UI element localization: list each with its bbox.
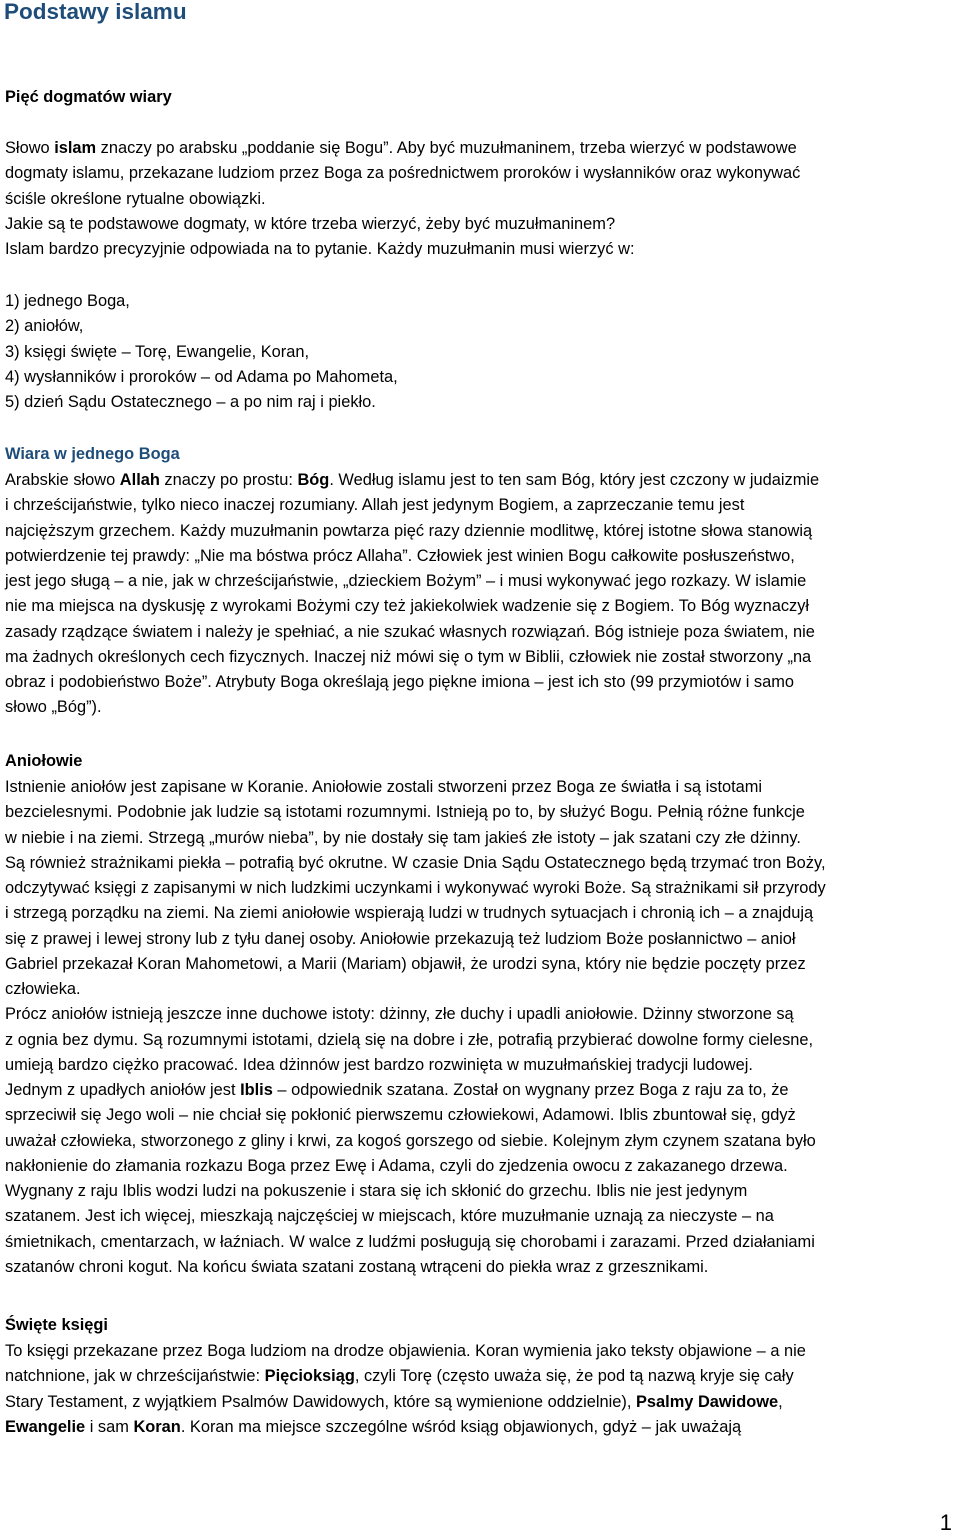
paragraph-aniolowie xyxy=(5,775,950,1280)
text-line: nakłonienie do złamania rozkazu Boga przez Ewę i Adama, czyli do zjedzenia owocu z zakazanego drzewa. xyxy=(5,1156,788,1175)
text-line: Słowo islam znaczy po arabsku „poddanie się Bogu”. Aby być muzułmaninem, trzeba wierzyć w podstawowe xyxy=(5,139,797,157)
paragraph-dogmaty-intro xyxy=(5,136,950,262)
text-line: jest jego sługą – a nie, jak w chrześcijaństwie, „dzieckiem Bożym” – i musi wykonywać jego rozkazy. W islamie xyxy=(5,572,807,590)
text-line: Jakie są te podstawowe dogmaty, w które trzeba wierzyć, żeby być muzułmaninem? xyxy=(5,214,616,233)
section-heading-aniolowie: Aniołowie xyxy=(5,752,83,770)
text-line: Istnienie aniołów jest zapisane w Koranie. Aniołowie zostali stworzeni przez Boga ze światła i są istotami xyxy=(5,778,763,796)
page-title: Podstawy islamu xyxy=(4,0,187,24)
text-line: odczytywać księgi z zapisanymi w nich ludzkimi uczynkami i wykonywać wyroki Boże. Są strażnikami sił przyrody xyxy=(5,879,826,897)
text-line: Ewangelie i sam Koran. Koran ma miejsce szczególne wśród ksiąg objawionych, gdyż – jak uważają xyxy=(5,1417,742,1436)
text-line: bezcielesnymi. Podobnie jak ludzie są istotami rozumnymi. Istnieją po to, by służyć Bogu. Pełnią różne funkcje xyxy=(5,803,805,822)
text-line: dogmaty islamu, przekazane ludziom przez Boga za pośrednictwem proroków i wysłanników oraz wykonywać xyxy=(5,164,801,183)
text-line: szatanów chroni kogut. Na końcu świata szatani zostaną wtrąceni do piekła wraz z grzesznikami. xyxy=(5,1257,709,1276)
text-line: umieją bardzo ciężko pracować. Idea dżinnów jest bardzo rozwinięta w muzułmańskiej tradycji ludowej. xyxy=(5,1055,753,1074)
text-line: słowo „Bóg”). xyxy=(5,698,102,717)
text-line: człowieka. xyxy=(5,980,81,998)
text-line: Są również strażnikami piekła – potrafią być okrutne. W czasie Dnia Sądu Ostatecznego będą trzymać tron Boży, xyxy=(5,853,826,872)
section-heading-ksiegi: Święte księgi xyxy=(5,1316,108,1334)
dogmaty-list xyxy=(5,289,950,415)
list-item: 1) jednego Boga, xyxy=(5,292,130,310)
text-line: zasady rządzące światem i należy je spełniać, a nie szukać własnych rozwiązań. Bóg istnieje poza światem, nie xyxy=(5,622,815,641)
list-item: 4) wysłanników i proroków – od Adama po Mahometa, xyxy=(5,367,398,386)
section-heading-wiara: Wiara w jednego Boga xyxy=(5,445,180,463)
paragraph-wiara xyxy=(5,468,950,721)
text-line: natchnione, jak w chrześcijaństwie: Pięcioksiąg, czyli Torę (często uważa się, że pod tą nazwą kryje się cały xyxy=(5,1367,794,1386)
paragraph-ksiegi xyxy=(5,1339,950,1440)
text-line: Gabriel przekazał Koran Mahometowi, a Marii (Mariam) objawił, że urodzi syna, który nie będzie poczęty przez xyxy=(5,954,806,973)
list-item: 2) aniołów, xyxy=(5,317,84,336)
text-line: śmietnikach, cmentarzach, w łaźniach. W walce z ludźmi posługują się chorobami i zarazami. Przed działaniami xyxy=(5,1232,815,1251)
text-line: nie ma miejsca na dyskusję z wyrokami Bożymi czy też jakiekolwiek wadzenie się z Bogiem. To Bóg wyznaczył xyxy=(5,597,810,616)
text-line: ma żadnych określonych cech fizycznych. Inaczej niż mówi się o tym w Biblii, człowiek nie został stworzony „na xyxy=(5,647,812,666)
text-line: Prócz aniołów istnieją jeszcze inne duchowe istoty: dżinny, złe duchy i upadli aniołowie. Dżinny stworzone są xyxy=(5,1005,794,1024)
text-line: Arabskie słowo Allah znaczy po prostu: Bóg. Według islamu jest to ten sam Bóg, który jest czczony w judaizmie xyxy=(5,471,820,489)
text-line: najcięższym grzechem. Każdy muzułmanin powtarza pięć razy dziennie modlitwę, której istotne słowa stanowią xyxy=(5,521,813,540)
text-line: Islam bardzo precyzyjnie odpowiada na to pytanie. Każdy muzułmanin musi wierzyć w: xyxy=(5,240,635,258)
text-line: uważał człowieka, stworzonego z gliny i krwi, za kogoś gorszego od siebie. Kolejnym złym czynem szatana było xyxy=(5,1131,816,1150)
text-line: sprzeciwił się Jego woli – nie chciał się pokłonić pierwszemu człowiekowi, Adamowi. Iblis zbuntował się, gdyż xyxy=(5,1106,796,1125)
text-line: obraz i podobieństwo Boże”. Atrybuty Boga określają jego piękne imiona – jest ich sto (99 przymiotów i samo xyxy=(5,673,794,691)
text-line: Wygnany z raju Iblis wodzi ludzi na pokuszenie i stara się ich skłonić do grzechu. Iblis nie jest jedynym xyxy=(5,1182,748,1200)
text-line: potwierdzenie tej prawdy: „Nie ma bóstwa prócz Allaha”. Człowiek jest winien Bogu całkowite posłuszeństwo, xyxy=(5,546,795,565)
list-item: 5) dzień Sądu Ostatecznego – a po nim raj i piekło. xyxy=(5,393,376,411)
text-line: Stary Testament, z wyjątkiem Psalmów Dawidowych, które są wymienione oddzielnie), Psalmy Dawidowe, xyxy=(5,1392,783,1411)
section-heading-dogmaty: Pięć dogmatów wiary xyxy=(5,88,172,106)
text-line: w niebie i na ziemi. Strzegą „murów nieba”, by nie dostały się tam jakieś złe istoty – jak szatani czy złe dżinny. xyxy=(5,828,801,847)
text-line: i strzegą porządku na ziemi. Na ziemi aniołowie wspierają ludzi w trudnych sytuacjach i chronią ich – a znajdują xyxy=(5,904,814,923)
list-item: 3) księgi święte – Torę, Ewangelie, Koran, xyxy=(5,342,309,361)
text-line: ściśle określone rytualne obowiązki. xyxy=(5,189,266,208)
text-line: szatanem. Jest ich więcej, mieszkają najczęściej w miejscach, które muzułmanie uznają za nieczyste – na xyxy=(5,1207,774,1226)
text-line: się z prawej i lewej strony lub z tyłu danej osoby. Aniołowie przekazują też ludziom Boże posłannictwo – anioł xyxy=(5,929,796,948)
text-line: Jednym z upadłych aniołów jest Iblis – odpowiednik szatana. Został on wygnany przez Boga z raju za to, że xyxy=(5,1081,789,1099)
text-line: To księgi przekazane przez Boga ludziom na drodze objawienia. Koran wymienia jako teksty objawione – a nie xyxy=(5,1342,806,1360)
text-line: z ognia bez dymu. Są rozumnymi istotami, dzielą się na dobre i złe, potrafią przybierać dowolne formy cielesne, xyxy=(5,1030,814,1049)
text-line: i chrześcijaństwie, tylko nieco inaczej rozumiany. Allah jest jedynym Bogiem, a zaprzeczanie temu jest xyxy=(5,496,745,515)
page-number: 1 xyxy=(939,1510,952,1535)
